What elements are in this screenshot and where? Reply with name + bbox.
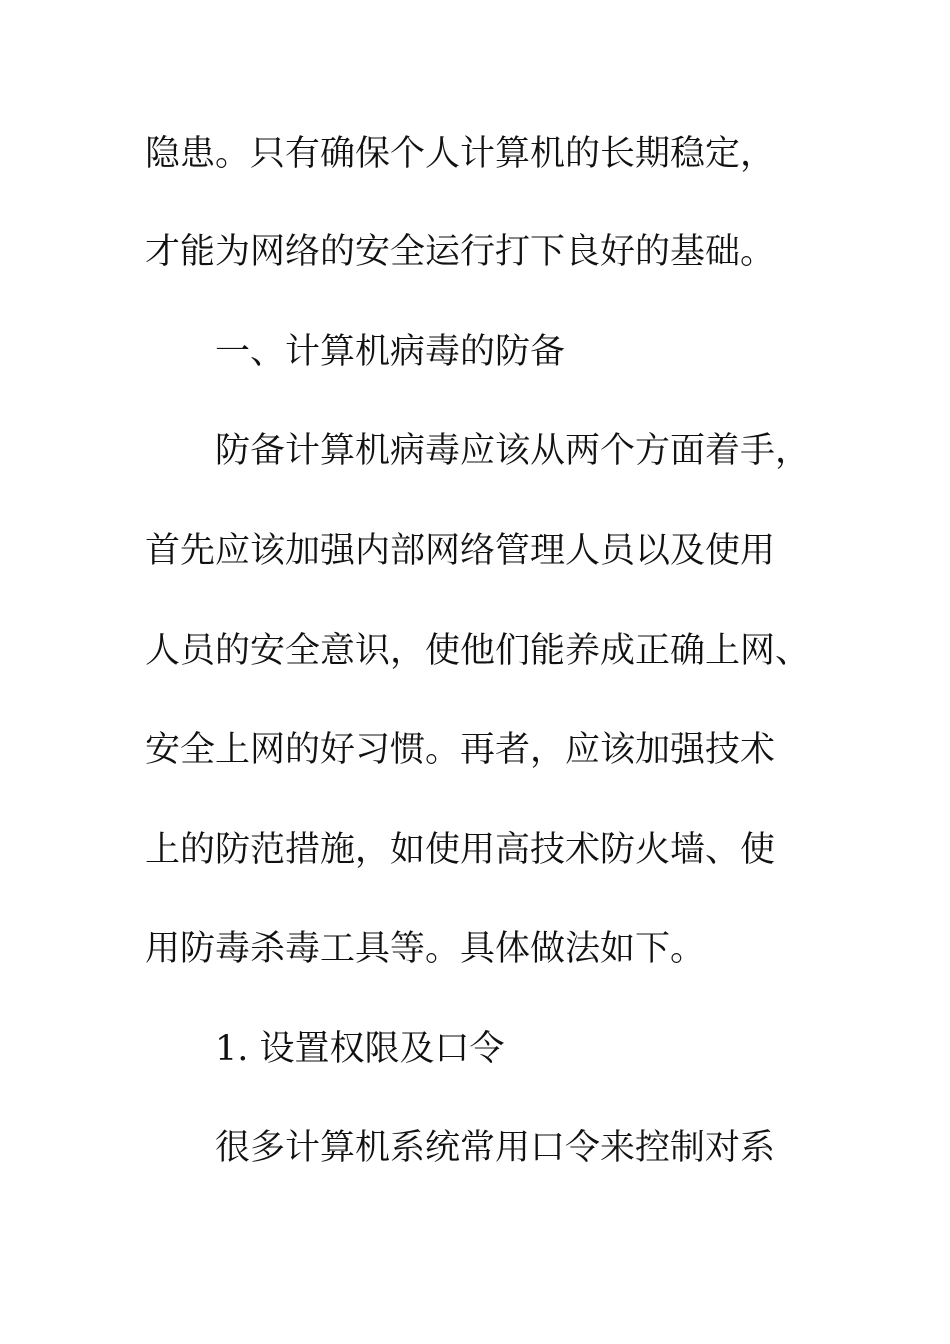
subsection-heading: 1. 设置权限及口令 — [215, 1029, 505, 1069]
paragraph-line: 很多计算机系统常用口令来控制对系 — [215, 1128, 776, 1168]
paragraph-line: 上的防范措施，如使用高技术防火墙、使 — [145, 830, 776, 870]
section-heading: 一、计算机病毒的防备 — [215, 332, 566, 372]
paragraph-line: 隐患。只有确保个人计算机的长期稳定， — [145, 134, 776, 174]
paragraph-line: 首先应该加强内部网络管理人员以及使用 — [145, 531, 776, 571]
paragraph-line: 安全上网的好习惯。再者，应该加强技术 — [145, 730, 776, 770]
paragraph-line: 防备计算机病毒应该从两个方面着手， — [215, 431, 811, 471]
paragraph-line: 人员的安全意识，使他们能养成正确上网、 — [145, 631, 811, 671]
paragraph-line: 才能为网络的安全运行打下良好的基础。 — [145, 232, 776, 272]
paragraph-line: 用防毒杀毒工具等。具体做法如下。 — [145, 929, 706, 969]
